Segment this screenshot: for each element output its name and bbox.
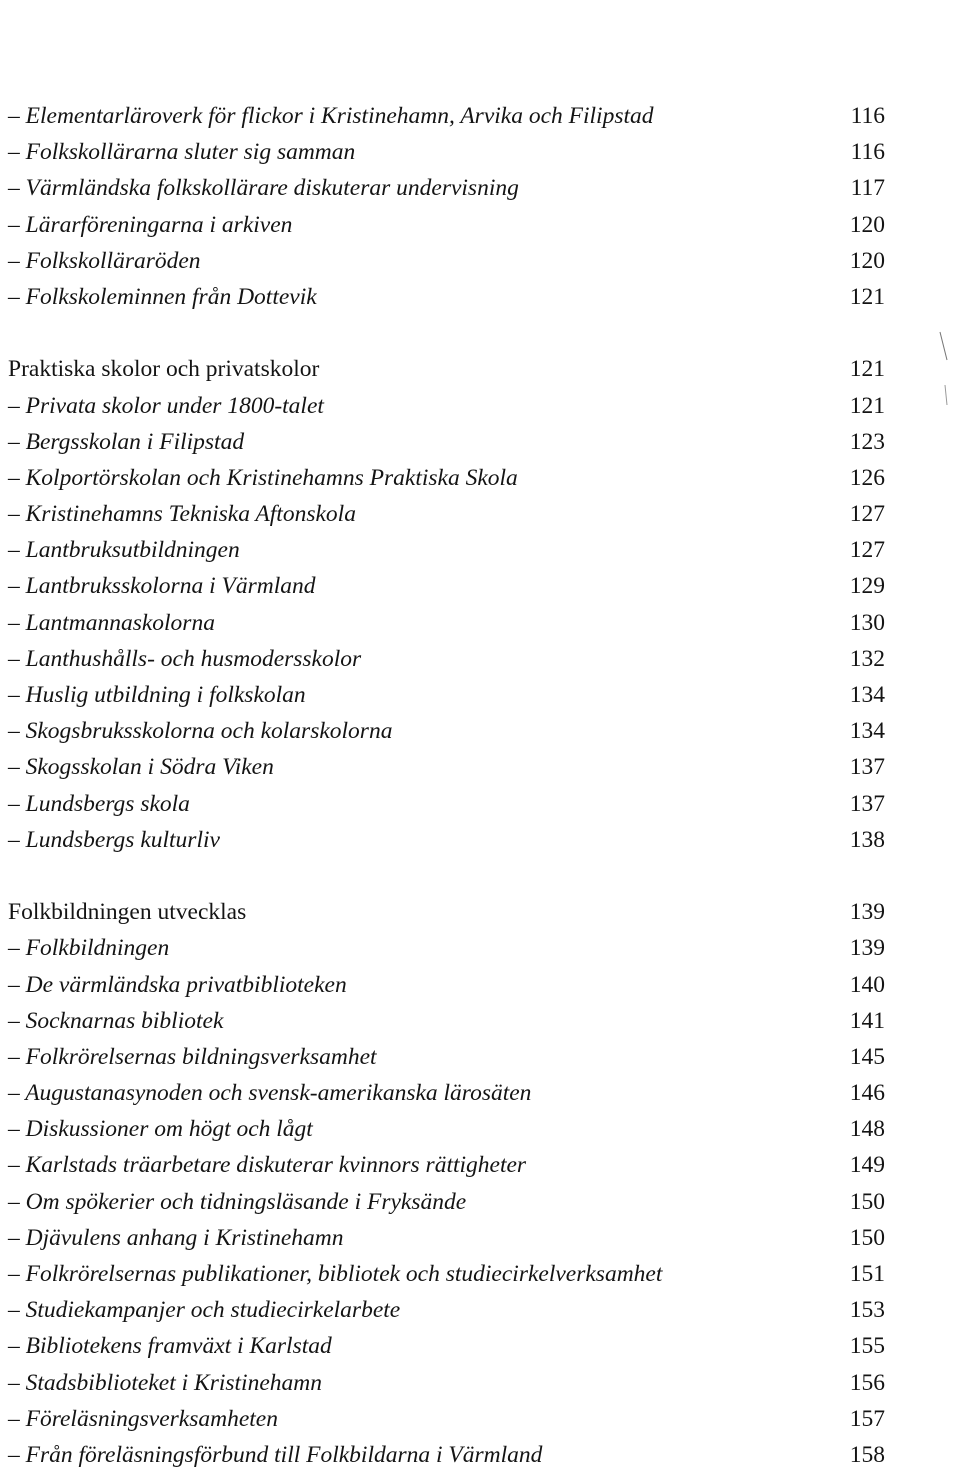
toc-entry-title: – Stadsbiblioteket i Kristinehamn <box>8 1369 322 1396</box>
toc-entry-page: 137 <box>849 754 885 781</box>
toc-entry-page: 156 <box>849 1369 885 1396</box>
toc-entry-page: 121 <box>849 392 885 419</box>
toc-entry-title: – Augustanasynoden och svensk-amerikanska lärosäten <box>8 1080 532 1107</box>
toc-entry <box>0 1184 960 1220</box>
table-of-contents <box>0 98 960 1473</box>
toc-entry <box>0 605 960 641</box>
toc-entry-title: – Lantmannaskolorna <box>8 609 215 636</box>
toc-entry <box>0 822 960 858</box>
toc-entry <box>0 98 960 134</box>
toc-entry-page: 146 <box>849 1080 885 1107</box>
toc-entry-title: – Folkskolläraröden <box>8 247 201 274</box>
toc-entry <box>0 1292 960 1328</box>
toc-entry-title: – Privata skolor under 1800-talet <box>8 392 324 419</box>
toc-entry-page: 123 <box>849 428 885 455</box>
toc-section-heading <box>0 894 960 930</box>
toc-entry-page: 120 <box>849 211 885 238</box>
toc-heading-title: Folkbildningen utvecklas <box>8 899 247 926</box>
toc-entry-page: 141 <box>849 1007 885 1034</box>
toc-entry <box>0 1111 960 1147</box>
toc-entry <box>0 568 960 604</box>
toc-entry-title: – Karlstads träarbetare diskuterar kvinnors rättigheter <box>8 1152 527 1179</box>
toc-entry-title: – Studiekampanjer och studiecirkelarbete <box>8 1297 401 1324</box>
toc-entry <box>0 967 960 1003</box>
toc-entry-title: – Från föreläsningsförbund till Folkbildarna i Värmland <box>8 1441 543 1468</box>
toc-entry-page: 139 <box>849 935 885 962</box>
toc-entry-page: 150 <box>849 1188 885 1215</box>
toc-entry <box>0 749 960 785</box>
toc-entry-title: – Kristinehamns Tekniska Aftonskola <box>8 501 356 528</box>
toc-entry-title: – Folkskoleminnen från Dottevik <box>8 283 317 310</box>
toc-entry-page: 151 <box>849 1261 885 1287</box>
toc-entry-title: – Socknarnas bibliotek <box>8 1007 224 1034</box>
toc-entry-title: – Lanthushålls- och husmodersskolor <box>8 645 362 672</box>
toc-entry <box>0 207 960 243</box>
toc-entry-title: – Lundsbergs skola <box>8 790 190 817</box>
toc-entry-page: 150 <box>849 1224 885 1251</box>
toc-entry-title: – Föreläsningsverksamheten <box>8 1405 278 1432</box>
toc-entry-title: – Djävulens anhang i Kristinehamn <box>8 1224 344 1251</box>
toc-entry-page: 127 <box>849 537 885 564</box>
toc-entry <box>0 641 960 677</box>
toc-entry-page: 155 <box>849 1333 885 1360</box>
toc-entry-title: – Bergsskolan i Filipstad <box>8 428 245 455</box>
toc-entry-title: – Lantbruksskolorna i Värmland <box>8 573 316 600</box>
toc-entry-page: 132 <box>849 645 885 672</box>
toc-entry <box>0 424 960 460</box>
toc-entry-page: 140 <box>849 971 885 998</box>
toc-entry-page: 134 <box>849 718 885 745</box>
toc-heading-page: 139 <box>849 899 885 926</box>
toc-entry-title: – Värmländska folkskollärare diskuterar undervisning <box>8 175 519 202</box>
toc-entry <box>0 496 960 532</box>
toc-entry-title: – Folkrörelsernas bildningsverksamhet <box>8 1043 377 1070</box>
toc-entry-title: – Folkrörelsernas publikationer, bibliotek och studiecirkelverksamhet <box>8 1261 663 1287</box>
toc-entry-title: – De värmländska privatbiblioteken <box>8 971 347 998</box>
toc-entry <box>0 1256 960 1292</box>
toc-entry <box>0 279 960 315</box>
toc-entry-page: 120 <box>849 247 885 274</box>
toc-entry-page: 126 <box>849 464 885 491</box>
toc-entry-page: 134 <box>849 682 885 708</box>
toc-entry-title: – Folkbildningen <box>8 935 170 962</box>
toc-entry <box>0 1147 960 1183</box>
toc-entry-title: – Diskussioner om högt och lågt <box>8 1116 313 1143</box>
toc-entry <box>0 1365 960 1401</box>
toc-entry <box>0 1220 960 1256</box>
toc-entry <box>0 460 960 496</box>
toc-entry <box>0 677 960 713</box>
toc-entry-page: 145 <box>849 1043 885 1070</box>
toc-entry-page: 127 <box>849 501 885 528</box>
scan-mark <box>935 330 955 420</box>
toc-entry-title: – Elementarläroverk för flickor i Kristinehamn, Arvika och Filipstad <box>8 103 654 129</box>
toc-entry-title: – Kolportörskolan och Kristinehamns Praktiska Skola <box>8 464 518 491</box>
toc-heading-page: 121 <box>849 356 885 383</box>
toc-entry-page: 158 <box>849 1441 885 1468</box>
toc-entry-page: 121 <box>849 283 885 310</box>
toc-entry <box>0 786 960 822</box>
toc-section-heading <box>0 351 960 387</box>
toc-entry-page: 138 <box>849 826 885 853</box>
toc-entry <box>0 1003 960 1039</box>
toc-entry-title: – Huslig utbildning i folkskolan <box>8 682 306 708</box>
toc-entry-title: – Bibliotekens framväxt i Karlstad <box>8 1333 332 1360</box>
toc-entry <box>0 388 960 424</box>
toc-entry <box>0 243 960 279</box>
toc-entry <box>0 1075 960 1111</box>
toc-entry-title: – Lärarföreningarna i arkiven <box>8 211 293 238</box>
toc-entry-page: 116 <box>850 139 885 166</box>
toc-entry-page: 116 <box>850 103 885 129</box>
toc-entry-page: 148 <box>849 1116 885 1143</box>
section-gap <box>0 858 960 894</box>
toc-entry <box>0 1401 960 1437</box>
toc-entry-title: – Skogsskolan i Södra Viken <box>8 754 274 781</box>
toc-entry <box>0 930 960 966</box>
toc-entry-page: 149 <box>849 1152 885 1179</box>
toc-entry-page: 157 <box>849 1405 885 1432</box>
toc-entry-title: – Lantbruksutbildningen <box>8 537 240 564</box>
toc-heading-title: Praktiska skolor och privatskolor <box>8 356 320 383</box>
toc-entry-title: – Lundsbergs kulturliv <box>8 826 220 853</box>
toc-entry <box>0 532 960 568</box>
toc-entry <box>0 713 960 749</box>
toc-entry-title: – Skogsbruksskolorna och kolarskolorna <box>8 718 393 745</box>
toc-entry-title: – Om spökerier och tidningsläsande i Fryksände <box>8 1188 467 1215</box>
toc-entry-title: – Folkskollärarna sluter sig samman <box>8 139 356 166</box>
toc-entry <box>0 1328 960 1364</box>
toc-entry-page: 130 <box>849 609 885 636</box>
toc-entry <box>0 170 960 206</box>
toc-entry-page: 137 <box>849 790 885 817</box>
toc-entry <box>0 134 960 170</box>
toc-entry-page: 129 <box>849 573 885 600</box>
toc-entry-page: 153 <box>849 1297 885 1324</box>
toc-entry-page: 117 <box>850 175 885 202</box>
section-gap <box>0 315 960 351</box>
toc-entry <box>0 1437 960 1473</box>
toc-entry <box>0 1039 960 1075</box>
